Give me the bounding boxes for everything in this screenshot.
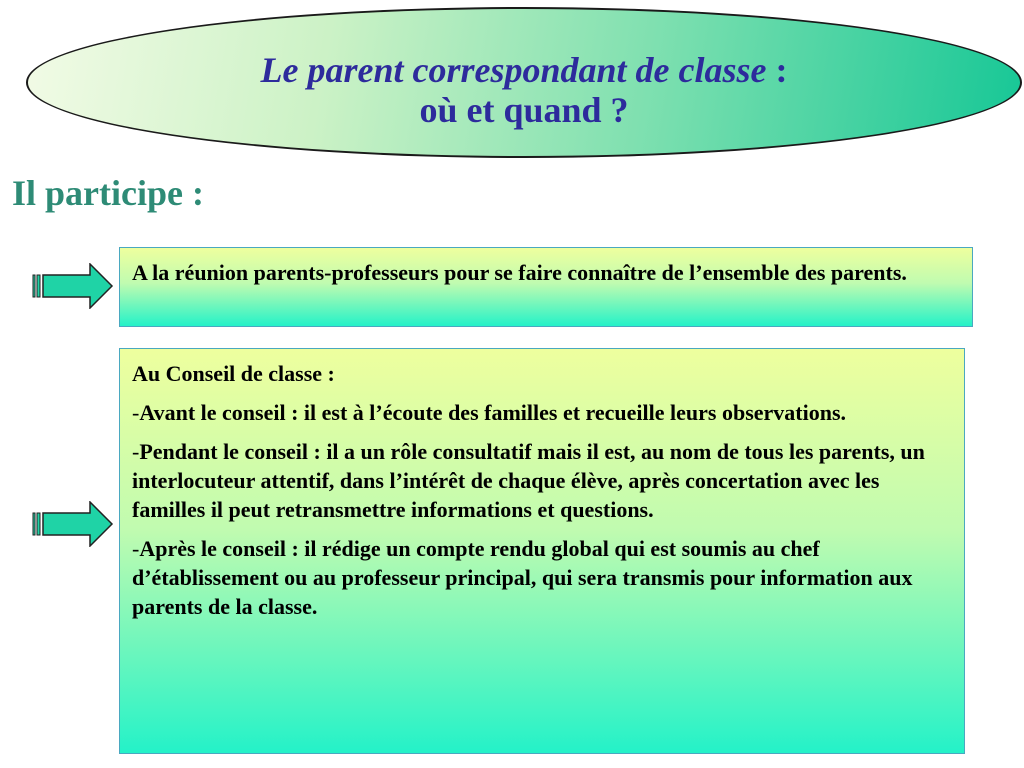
dash-marker: - bbox=[132, 439, 140, 464]
meeting-text: A la réunion parents-professeurs pour se faire connaître de l’ensemble des parents. bbox=[132, 260, 907, 285]
council-item-after bbox=[132, 534, 952, 621]
council-item-text: Pendant le conseil : il a un rôle consultatif mais il est, au nom de tous les parents, un interlocuteur attentif, dans l’intérêt de chaque élève, après concertation avec les familles il peut retransmettre informations et questions. bbox=[132, 439, 925, 522]
dash-marker: - bbox=[132, 536, 140, 561]
title-line-2: où et quand ? bbox=[419, 90, 629, 130]
meeting-box bbox=[119, 247, 973, 327]
title-line-1: Le parent correspondant de classe bbox=[260, 50, 767, 90]
class-council-intro: Au Conseil de classe : bbox=[132, 361, 335, 386]
page-title bbox=[26, 50, 1022, 130]
section-heading: Il participe : bbox=[12, 173, 204, 213]
council-item-during bbox=[132, 437, 952, 524]
class-council-box bbox=[119, 348, 965, 754]
council-item-text: Avant le conseil : il est à l’écoute des familles et recueille leurs observations. bbox=[139, 400, 847, 425]
council-item-text: Après le conseil : il rédige un compte rendu global qui est soumis au chef d’établissement ou au professeur principal, qui sera transmis pour information aux parents de la classe. bbox=[132, 536, 913, 619]
right-arrow-icon bbox=[32, 501, 114, 547]
title-line-1-suffix: : bbox=[766, 50, 788, 90]
dash-marker: - bbox=[132, 400, 140, 425]
right-arrow-icon bbox=[32, 263, 114, 309]
council-item-before bbox=[132, 398, 952, 427]
